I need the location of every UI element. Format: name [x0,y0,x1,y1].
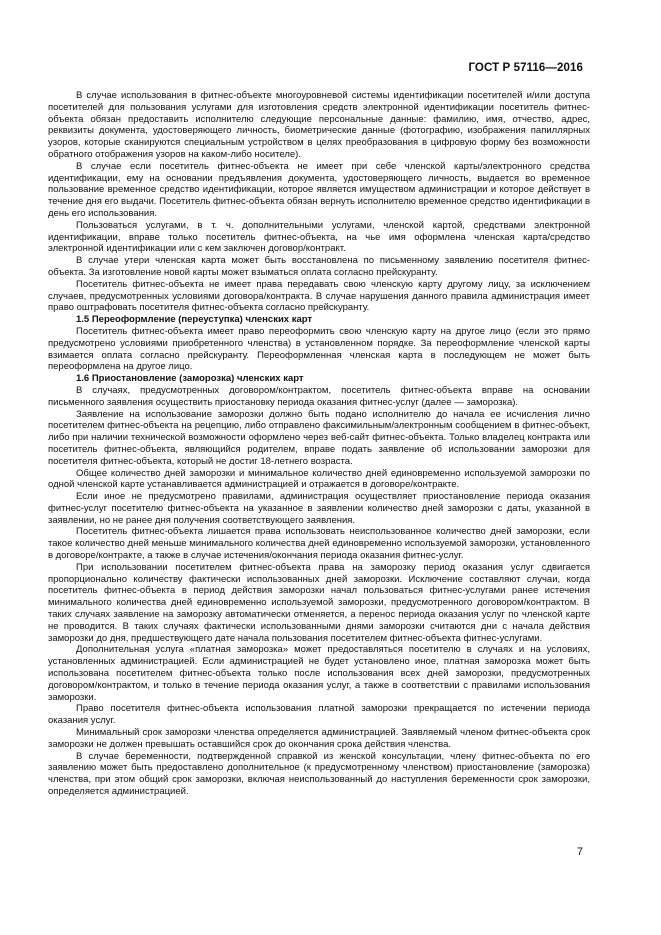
paragraph: Пользоваться услугами, в т. ч. дополнительными услугами, членской картой, средствами электронной идентификации, вправе только посетитель фитнес-объекта, на чье имя оформлена членская карта/средство электронной идентификации или с кем заключен договор/контракт. [48,219,590,255]
paragraph: Посетитель фитнес-объекта лишается права использовать неиспользованное количество дней заморозки, если такое количество дней меньше минимального количества дней единовременно используемой заморозки, установленного в договоре/контракте, а также в случае истечения/окончания периода оказания фитнес-услуг. [48,526,590,562]
paragraph: Дополнительная услуга «платная заморозка» может предоставляться посетителю в случаях и на условиях, установленных администрацией. Если администрацией не будет установлено иное, платная заморозка может быть использована посетителем фитнес-объекта только после использования всех дней заморозки, предусмотренных договором/контрактом, и только в течение периода оказания услуг, а также в соответствии с правилами использования заморозки. [48,644,590,703]
paragraph: В случае беременности, подтвержденной справкой из женской консультации, члену фитнес-объекта по его заявлению может быть предоставлено дополнительное (к предусмотренному членством) приостановление (заморозка) членства, при этом общий срок заморозки, включая неиспользованный до наступления беременности срок заморозки, определяется администрацией. [48,750,590,798]
paragraph: Общее количество дней заморозки и минимальное количество дней единовременно используемой заморозки по одной членской карте устанавливается администрацией и отражается в договоре/контракте. [48,467,590,491]
paragraph: При использовании посетителем фитнес-объекта права на заморозку период оказания услуг сдвигается пропорционально количеству фактически использованных дней заморозки. Исключение составляют случаи, когда посетитель фитнес-объекта в период действия заморозки начал пользоваться фитнес-услугами ранее истечения минимального количества дней единовременно используемой заморозки, предусмотренного договором/контрактом. В таких случаях заявление на заморозку автоматически отменяется, а перенос периода оказания услуг по членской карте не проводится. В таких случаях фактически использованными днями заморозки считаются дни с начала действия заморозки до дня, предшествующего дате начала пользования посетителем фитнес-объекта фитнес-услугами. [48,561,590,644]
paragraph: Если иное не предусмотрено правилами, администрация осуществляет приостановление периода оказания фитнес-услуг посетителю фитнес-объекта на указанное в заявлении количество дней заморозки с даты, указанной в заявлении, но не ранее дня получения соответствующего заявления. [48,491,590,526]
document-code-header: ГОСТ Р 57116—2016 [468,62,583,74]
paragraph: В случаях, предусмотренных договором/контрактом, посетитель фитнес-объекта вправе на основании письменного заявления осуществить приостановку периода оказания фитнес-услуг (далее — заморозка). [48,384,590,408]
paragraph: В случае использования в фитнес-объекте многоуровневой системы идентификации посетителей и/или доступа посетителей для пользования услугами для изготовления средств электронной идентификации посетитель фитнес-объекта обязан предоставить исполнителю следующие персональные данные: фамилию, имя, отчество, адрес, реквизиты документа, удостоверяющего личность, биометрические данные (фотографию, изображения папиллярных узоров, которые сканируются специальным устройством в целях преобразования в цифровую форму без возможности обратного отображения узоров на каком-либо носителе). [48,90,590,160]
section-heading: 1.5 Переоформление (переуступка) членских карт [76,314,313,326]
page-number: 7 [576,846,583,858]
paragraph: Право посетителя фитнес-объекта использования платной заморозки прекращается по истечении периода оказания услуг. [48,703,590,727]
paragraph: В случае если посетитель фитнес-объекта не имеет при себе членской карты/электронного средства идентификации, ему на основании предъявления документа, удостоверяющего личность, выдается во временное пользование временное средство идентификации, которое является имуществом администрации и которое действует в течение дня его выдачи. Посетитель фитнес-объекта обязан вернуть исполнителю временное средство идентификации в день его использования. [48,160,590,219]
section-heading: 1.6 Приостановление (заморозка) членских карт [76,373,304,385]
paragraph: Посетитель фитнес-объекта не имеет права передавать свою членскую карту другому лицу, за исключением случаев, предусмотренных условиями договора/контракта. В случае нарушения данного правила администрация имеет право оштрафовать посетителя фитнес-объекта согласно прейскуранту. [48,278,590,314]
paragraph: Посетитель фитнес-объекта имеет право переоформить свою членскую карту на другое лицо (если это прямо предусмотрено условиями приобретенного членства) в установленном порядке. За переоформление членской карты взимается оплата согласно прейскуранту. Переоформленная членская карта в последующем не может быть переоформлена на другое лицо. [48,325,590,373]
paragraph: Минимальный срок заморозки членства определяется администрацией. Заявляемый членом фитнес-объекта срок заморозки не должен превышать оставшийся срок до окончания срока действия членства. [48,727,590,750]
paragraph: В случае утери членская карта может быть восстановлена по письменному заявлению посетителя фитнес-объекта. За изготовление новой карты может взыматься оплата согласно прейскуранту. [48,255,590,278]
document-body [48,90,590,798]
paragraph: Заявление на использование заморозки должно быть подано исполнителю до начала ее исчисления лично посетителем фитнес-объекта на рецепцию, либо отправлено факсимильным/электронным сообщением в фитнес-объект, либо при наличии технической возможности оформлено через веб-сайт фитнес-объекта. Только владелец контракта или посетитель фитнес-объекта, являющийся родителем, вправе подать заявление об использовании заморозки для посетителя фитнес-объекта, который не достиг 18-летнего возраста. [48,408,590,467]
